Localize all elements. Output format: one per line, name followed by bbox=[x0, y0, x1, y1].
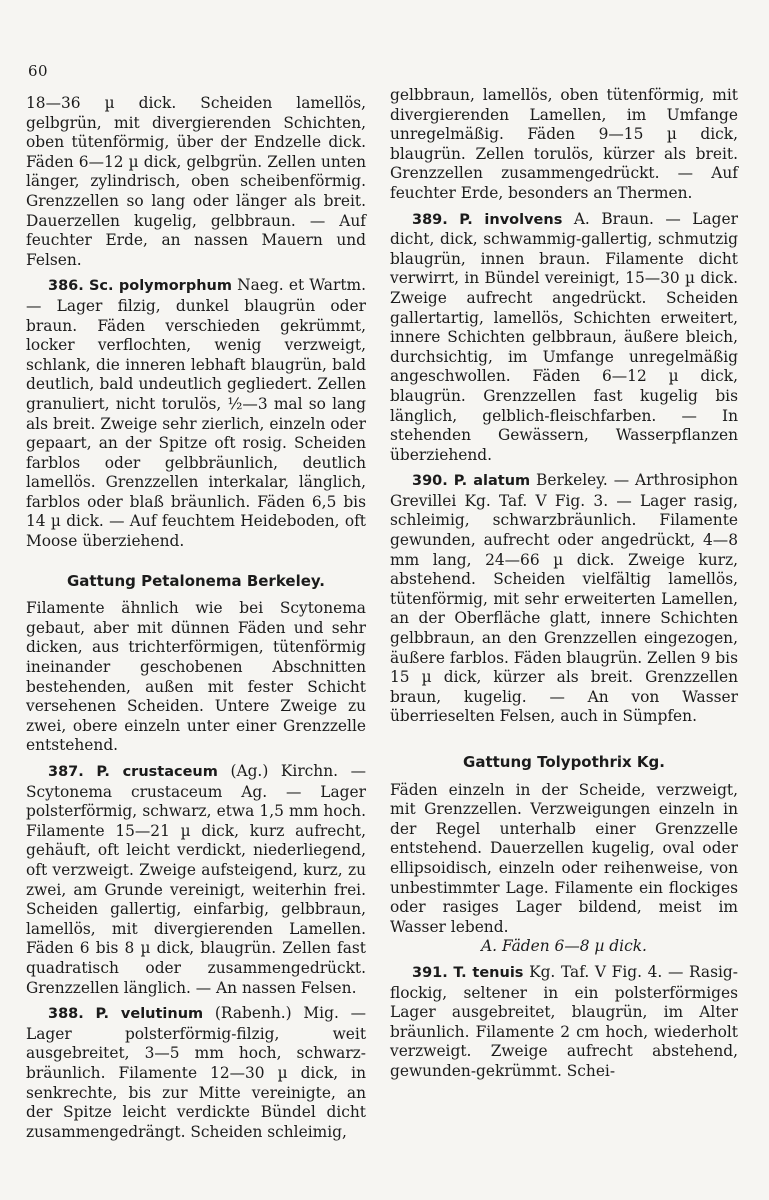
page-number: 60 bbox=[28, 62, 49, 80]
entry-number: 387. bbox=[48, 764, 84, 780]
continued-text: 18—36 µ dick. Scheiden lamellös, gelbgrün, mit divergierenden Schichten, oben tütenförmig, über der Endzelle dick. Fäden 6—12 µ dick, gelbgrün. Zellen unten länger, zylindrisch, oben scheibenförmig. Grenzzellen so lang oder länger als breit. Dauerzellen kugelig, gelbbraun. — Auf feuchter Erde, an nassen Mauern und Felsen. bbox=[26, 94, 366, 269]
entry-number: 390. bbox=[412, 473, 448, 490]
entry-text: (Rabenh.) Mig. — Lager polsterförmig-filzig, weit ausgebreitet, 3—5 mm hoch, schwarz-bräunlich. Filamente 12—30 µ dick, in senkrechte, bis zur Mitte vereinigte, an der Spitze leicht verdickte Bündel dicht zusammengedrängt. Scheiden schleimig, bbox=[26, 1004, 366, 1141]
entry-text: A. Braun. — Lager dicht, dick, schwammig-gallertig, schmutzig blaugrün, innen braun. Filamente dicht verwirrt, in Bündel vereinigt, 15—30 µ dick. Zweige aufrecht angedrückt. Scheiden gallertartig, lamellös, Schichten erweitert, innere Schichten gelbbraun, äußere bleich, durchsichtig, im Umfange unregelmäßig angeschwollen. Fäden 6—12 µ dick, blaugrün. Grenzzellen fast kugelig bis länglich, gelblich-fleischfarben. — In stehenden Gewässern, Wasserpflanzen überziehend. bbox=[390, 209, 738, 464]
species-entry-388 bbox=[26, 1004, 366, 1142]
continued-text: gelbbraun, lamellös, oben tütenförmig, mit divergierenden Lamellen, im Umfange unregelmäßig. Fäden 9—15 µ dick, blaugrün. Zellen torulös, kürzer als breit. Grenzzellen zusammengedrückt. — Auf feuchter Erde, besonders an Thermen. bbox=[390, 86, 738, 202]
entry-text: Naeg. et Wartm. — Lager filzig, dunkel blaugrün oder braun. Fäden verschieden gekrümmt, locker verflochten, wenig verzweigt, schlank, die inneren lebhaft blaugrün, bald deutlich, bald undeutlich gegliedert. Zellen granuliert, nicht torulös, ½—3 mal so lang als breit. Zweige sehr zierlich, einzeln oder gepaart, an der Spitze oft rosig. Scheiden farblos oder gelbbräunlich, deutlich lamellös. Grenzzellen interkalar, länglich, farblos oder blaß bräunlich. Fäden 6,5 bis 14 µ dick. — Auf feuchtem Heideboden, oft Moose überziehend. bbox=[26, 276, 366, 551]
species-entry-387 bbox=[26, 762, 366, 998]
right-column bbox=[390, 86, 738, 1082]
entry-text: Kg. Taf. V Fig. 4. — Rasig-flockig, seltener in ein polsterförmiges Lager ausgebreitet, blaugrün, im Alter bräunlich. Filamente 2 cm hoch, wiederholt verzweigt. Zweige aufrecht abstehend, gewunden-gekrümmt. Schei- bbox=[390, 962, 738, 1080]
genus-heading: Gattung Tolypothrix Kg. bbox=[463, 753, 665, 771]
genus-description: Filamente ähnlich wie bei Scytonema gebaut, aber mit dünnen Fäden und sehr dicken, aus trichterförmigen, tütenförmig ineinander geschobenen Abschnitten bestehenden, außen mit fester Schicht versehenen Scheiden. Untere Zweige zu zwei, obere einzeln unter einer Grenzzelle entstehend. bbox=[26, 599, 366, 755]
species-name: P. involvens bbox=[459, 211, 563, 228]
species-entry-386 bbox=[26, 276, 366, 551]
species-name: P. crustaceum bbox=[96, 764, 218, 780]
genus-description: Fäden einzeln in der Scheide, verzweigt, mit Grenzzellen. Verzweigungen einzeln in der Regel unterhalb einer Grenzzelle entstehend. Dauerzellen kugelig, oval oder ellipsoidisch, einzeln oder reihenweise, von unbestimmter Lage. Filamente ein flockiges oder rasiges Lager bildend, meist im Wasser lebend. bbox=[390, 780, 738, 936]
species-entry-389 bbox=[390, 210, 738, 466]
species-name: T. tenuis bbox=[453, 964, 524, 981]
entry-number: 389. bbox=[412, 211, 448, 228]
species-name: Sc. polymorphum bbox=[88, 278, 232, 295]
subsection-heading: A. Fäden 6—8 µ dick. bbox=[481, 937, 647, 956]
entry-number: 391. bbox=[412, 964, 448, 981]
left-column bbox=[26, 94, 366, 1142]
species-entry-391 bbox=[390, 963, 738, 1082]
entry-number: 386. bbox=[48, 278, 84, 295]
species-name: P. velutinum bbox=[95, 1006, 204, 1023]
species-entry-390 bbox=[390, 471, 738, 727]
entry-text: Berkeley. — Arthrosiphon Grevillei Kg. Taf. V Fig. 3. — Lager rasig, schleimig, schwarzbräunlich. Filamente gewunden, aufrecht oder angedrückt, 4—8 mm lang, 24—66 µ dick. Zweige kurz, abstehend. Scheiden vielfältig lamellös, tütenförmig, mit sehr erweiterten Lamellen, an der Oberfläche glatt, innere Schichten gelbbraun, an den Grenzzellen eingezogen, äußere farblos. Fäden blaugrün. Zellen 9 bis 15 µ dick, kürzer als breit. Grenzzellen braun, kugelig. — An von Wasser überrieselten Felsen, auch in Sümpfen. bbox=[390, 471, 738, 726]
entry-number: 388. bbox=[48, 1006, 84, 1023]
entry-text: (Ag.) Kirchn. — Scytonema crustaceum Ag. — Lager polsterförmig, schwarz, etwa 1,5 mm hoch. Filamente 15—21 µ dick, kurz aufrecht, gehäuft, oft leicht verdickt, niederliegend, oft verzweigt. Zweige aufsteigend, kurz, zu zwei, am Grunde vereinigt, weiterhin frei. Scheiden gallertig, einfarbig, gelbbraun, lamellös, mit divergierenden Lamellen. Fäden 6 bis 8 µ dick, blaugrün. Zellen fast quadratisch oder zusammengedrückt. Grenzzellen länglich. — An nassen Felsen. bbox=[26, 762, 366, 997]
genus-heading: Gattung Petalonema Berkeley. bbox=[67, 571, 325, 590]
species-name: P. alatum bbox=[453, 473, 531, 490]
